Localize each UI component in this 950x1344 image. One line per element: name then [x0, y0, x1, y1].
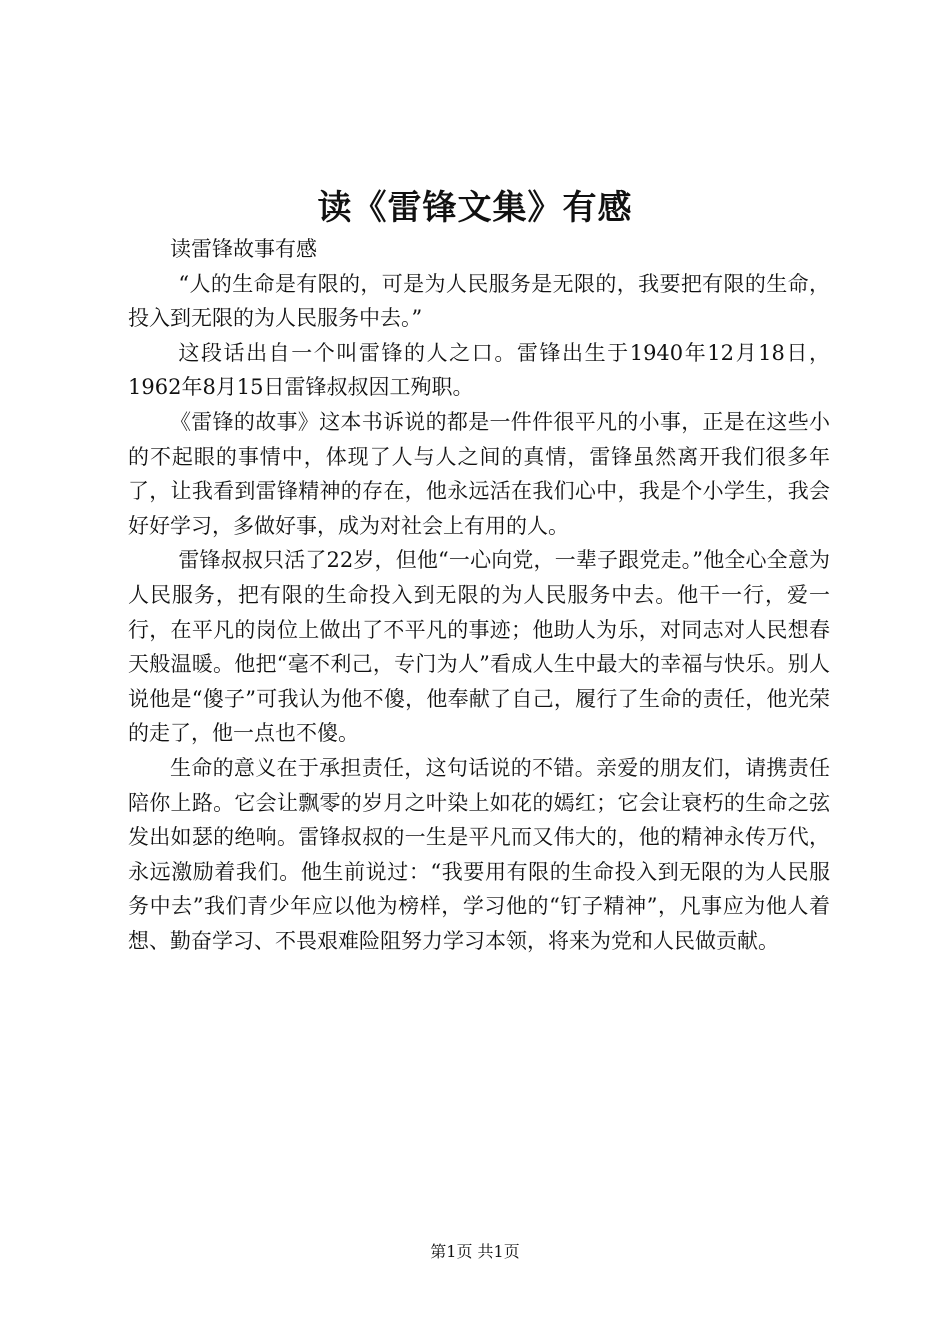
paragraph-meaning: 生命的意义在于承担责任，这句话说的不错。亲爱的朋友们，请携责任陪你上路。它会让飘零的岁月之叶染上如花的嫣红；它会让衰朽的生命之弦发出如瑟的绝响。雷锋叔叔的一生是平凡而又伟大的，他的精神永传万代，永远激励着我们。他生前说过：“我要用有限的生命投入到无限的为人民服务中去”我们青少年应以他为榜样，学习他的“钉子精神”，凡事应为他人着想、勤奋学习、不畏艰难险阻努力学习本领，将来为党和人民做贡献。: [128, 755, 830, 953]
paragraph-life: 雷锋叔叔只活了22岁，但他“一心向党，一辈子跟党走。”他全心全意为人民服务，把有限的生命投入到无限的为人民服务中去。他干一行，爱一行，在平凡的岗位上做出了不平凡的事迹；他助人为乐，对同志对人民想春天般温暖。他把“毫不利己，专门为人”看成人生中最大的幸福与快乐。别人说他是“傻子”可我认为他不傻，他奉献了自己，履行了生命的责任，他光荣的走了，他一点也不傻。: [128, 548, 830, 746]
page-footer: 第1页 共1页: [430, 1242, 520, 1261]
document-body: [128, 232, 830, 958]
paragraph-quote: “人的生命是有限的，可是为人民服务是无限的，我要把有限的生命，投入到无限的为人民服务中去。”: [128, 271, 830, 331]
paragraph-book: 《雷锋的故事》这本书诉说的都是一件件很平凡的小事，正是在这些小的不起眼的事情中，体现了人与人之间的真情，雷锋虽然离开我们很多年了，让我看到雷锋精神的存在，他永远活在我们心中，我是个小学生，我会好好学习，多做好事，成为对社会上有用的人。: [128, 409, 830, 538]
paragraph-subtitle: 读雷锋故事有感: [170, 237, 317, 261]
paragraph-intro: 这段话出自一个叫雷锋的人之口。雷锋出生于1940年12月18日，1962年8月15日雷锋叔叔因工殉职。: [128, 340, 830, 400]
document-title: 读《雷锋文集》有感: [317, 188, 633, 228]
